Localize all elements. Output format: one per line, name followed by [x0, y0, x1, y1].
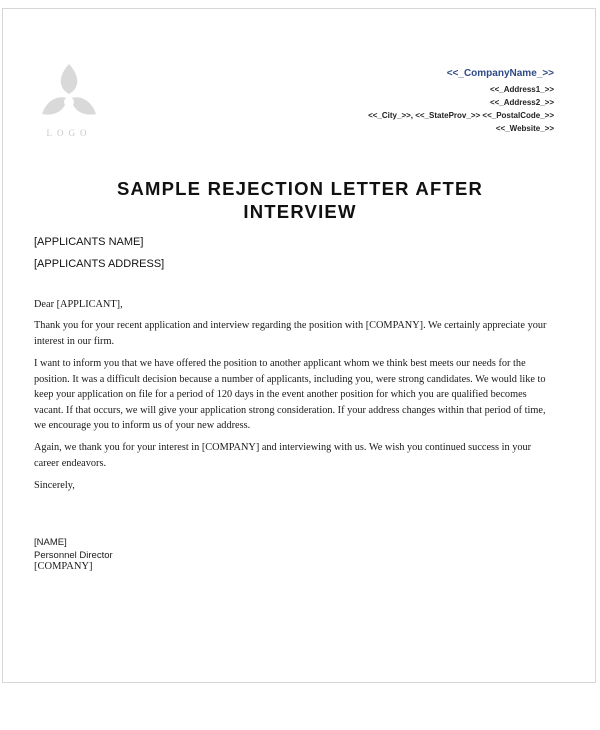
paragraph-line: Again, we thank you for your interest in [COMPANY] and interviewing with us. We wish you continued success in your — [34, 442, 532, 453]
city-state-postal: <<_City_>>, <<_StateProv_>> <<_PostalCode_>> — [368, 111, 554, 120]
paragraph-line: Thank you for your recent application and interview regarding the position with [COMPANY]. We certainly appreciate your — [34, 320, 547, 331]
paragraph-3 — [34, 440, 564, 471]
title-line-2: INTERVIEW — [243, 201, 357, 222]
trefoil-logo-icon — [36, 62, 102, 126]
company-name: <<_CompanyName_>> — [446, 68, 554, 79]
closing — [34, 478, 564, 494]
paragraph-line: we encourage you to inform us of your new address. — [34, 420, 251, 431]
salutation — [34, 297, 564, 313]
address-line-2: <<_Address2_>> — [489, 98, 554, 107]
paragraph-1 — [34, 318, 564, 349]
signature-title: Personnel Director — [34, 550, 113, 561]
applicant-name: [APPLICANTS NAME] — [34, 236, 144, 248]
page-title — [40, 177, 560, 223]
paragraph-line: keep your application on file for a period of 120 days in the event another position for which you are qualified becomes — [34, 389, 527, 400]
applicant-address: [APPLICANTS ADDRESS] — [34, 258, 165, 270]
closing-text: Sincerely, — [34, 480, 75, 491]
website: <<_Website_>> — [495, 124, 554, 133]
logo-text: LOGO — [46, 128, 92, 138]
paragraph-line: career endeavors. — [34, 457, 107, 469]
address-line-1: <<_Address1_>> — [489, 85, 554, 94]
logo — [36, 62, 102, 142]
signature-name: [NAME] — [34, 537, 67, 548]
signature-company: [COMPANY] — [34, 561, 93, 572]
paragraph-line: I want to inform you that we have offered the position to another applicant whom we think best meets our needs for the — [34, 358, 526, 369]
paragraph-line: vacant. If that occurs, we will give your application strong consideration. If your address changes within that period of time, — [34, 404, 546, 416]
title-line-1: SAMPLE REJECTION LETTER AFTER — [116, 178, 484, 199]
paragraph-line: interest in our firm. — [34, 335, 115, 347]
paragraph-2 — [34, 356, 564, 434]
salutation-text: Dear [APPLICANT], — [34, 299, 123, 310]
paragraph-line: position. It was a difficult decision because a number of applicants, including you, were strong candidates. We would like to — [34, 373, 546, 385]
